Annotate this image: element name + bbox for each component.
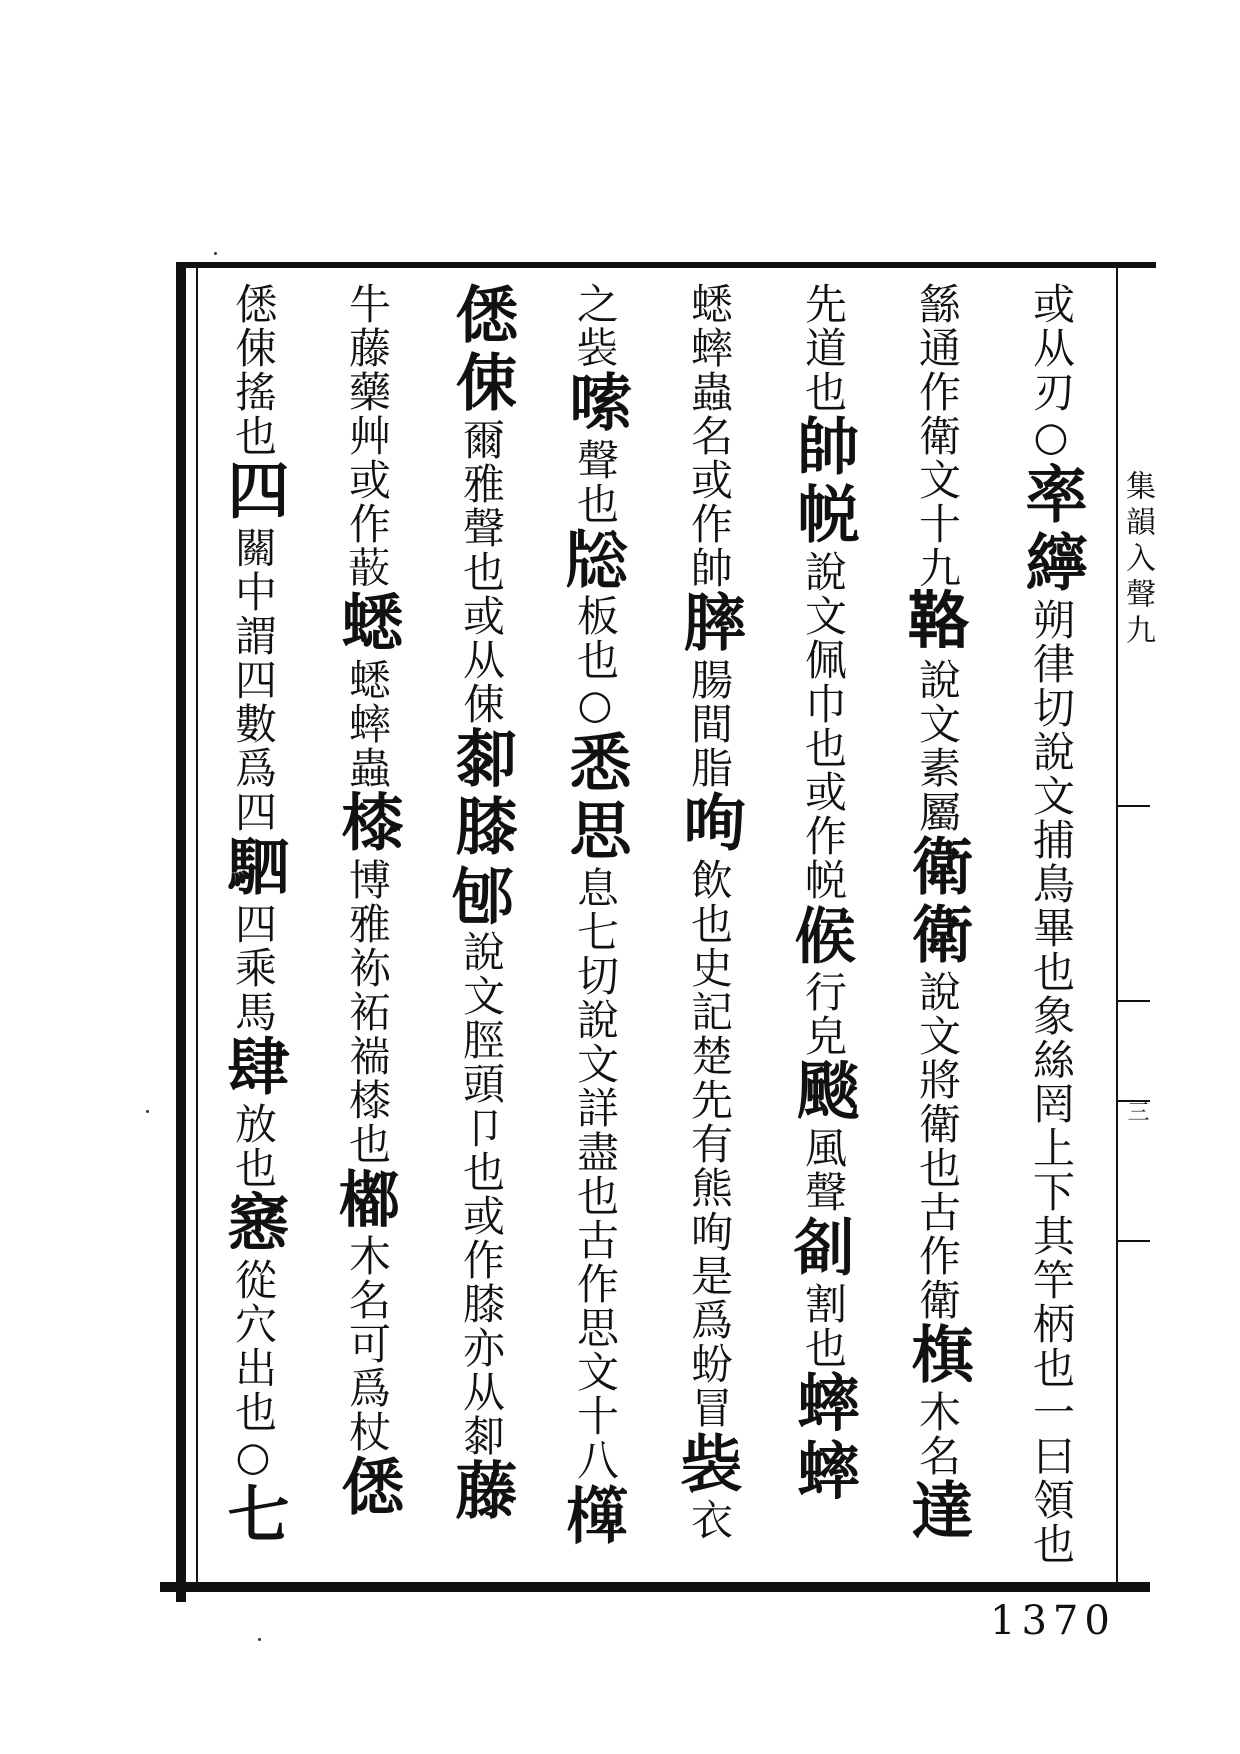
headword: 𠝘	[787, 1214, 860, 1282]
headword: 膟	[673, 590, 746, 658]
headword: 肆	[217, 1034, 290, 1102]
gloss-text: 說文佩巾也或作帨	[799, 550, 848, 902]
text-column	[330, 282, 404, 1578]
headword: 颷	[787, 1058, 860, 1126]
gloss-text: 從穴出也	[229, 1258, 278, 1434]
headword: 僁㑛	[445, 282, 518, 418]
gloss-text: 或从刃	[1027, 282, 1076, 414]
margin-tick	[1116, 1000, 1150, 1002]
headword: 帥帨	[787, 414, 860, 550]
text-column	[786, 282, 860, 1578]
gloss-text: 風聲	[799, 1126, 848, 1214]
headword: 藤	[445, 1458, 518, 1526]
gloss-text: 牛藤藥艸或作𦺻	[343, 282, 392, 590]
gloss-text: 之𧙁	[571, 282, 620, 370]
headword: 𣛭	[331, 1166, 404, 1234]
gloss-text: 朔律切說文捕鳥畢也象絲罔上下其竿柄也一曰領也	[1027, 598, 1076, 1566]
gloss-text: 說文將衛也古作衛	[913, 970, 962, 1322]
scan-speck	[214, 252, 217, 255]
headword: 㯃	[331, 790, 404, 858]
headword: 蟋	[331, 590, 404, 658]
text-column	[672, 282, 746, 1578]
gloss-text: 四乘馬	[229, 902, 278, 1034]
frame-left-border	[176, 262, 186, 1602]
headword: 悉思	[559, 730, 632, 866]
headword: 駟	[217, 834, 290, 902]
gloss-text: 木名	[913, 1390, 962, 1478]
frame-bottom-border	[160, 1582, 1150, 1592]
page-number: 1370	[990, 1598, 1116, 1644]
text-column	[558, 282, 632, 1578]
rhyme-group-marker: ○	[230, 1434, 276, 1482]
rhyme-group-marker: ○	[572, 682, 618, 730]
headword: 嗦	[559, 370, 632, 438]
gloss-text: 博雅袮袥褍㯃也	[343, 858, 392, 1166]
margin-tick	[1116, 1240, 1150, 1242]
frame-inner-left-rule	[196, 268, 198, 1583]
gloss-text: 行皃	[799, 970, 848, 1058]
scan-speck	[258, 1638, 261, 1641]
gloss-text: 僁㑛搖也	[229, 282, 278, 458]
gloss-text: 息七切說文詳盡也古作思文十八	[571, 866, 620, 1482]
frame-top-border	[176, 262, 1156, 268]
gloss-text: 關中謂四數爲四	[229, 526, 278, 834]
rhyme-group-marker: ○	[1028, 414, 1074, 462]
gloss-text: 放也	[229, 1102, 278, 1190]
headword: 窸	[217, 1190, 290, 1258]
gloss-text: 說文脛頭卩也或作膝亦从厀	[457, 930, 506, 1458]
headword: 𣝁	[559, 1482, 632, 1550]
text-column	[444, 282, 518, 1578]
headword: 僁	[331, 1454, 404, 1522]
gloss-text: 說文素屬	[913, 658, 962, 834]
headword: 𣗍	[901, 1322, 974, 1390]
margin-title: 集韻入聲九	[1120, 470, 1155, 650]
headword: 𩊚	[901, 590, 974, 658]
frame-inner-right-rule	[1116, 268, 1118, 1583]
headword: 蟀蟀	[787, 1370, 860, 1506]
headword: 𤗉	[559, 526, 632, 594]
gloss-text: 爾雅聲也或从㑛	[457, 418, 506, 726]
gloss-text: 衣	[685, 1498, 734, 1542]
headword: 咰	[673, 790, 746, 858]
margin-fold-number: 三	[1124, 1100, 1149, 1122]
gloss-text: 聲也	[571, 438, 620, 526]
gloss-text: 先道也	[799, 282, 848, 414]
text-column	[1014, 282, 1088, 1578]
headword: 厀膝𨚔	[445, 726, 518, 930]
text-column	[900, 282, 974, 1578]
headword: 達	[901, 1478, 974, 1546]
headword: 衛衛	[901, 834, 974, 970]
headword: 𠋫	[787, 902, 860, 970]
gloss-text: 木名可爲杖	[343, 1234, 392, 1454]
headword: 率𦆭	[1015, 462, 1088, 598]
scan-speck	[146, 1110, 149, 1113]
gloss-text: 腸間脂	[685, 658, 734, 790]
text-column	[216, 282, 290, 1578]
headword: 七	[217, 1482, 290, 1550]
gloss-text: 蟋蟀蟲名或作帥	[685, 282, 734, 590]
gloss-text: 飲也史記楚先有熊咰是爲蚡冒	[685, 858, 734, 1430]
gloss-text: 䌛通作衛文十九	[913, 282, 962, 590]
headword: 四	[217, 458, 290, 526]
gloss-text: 蟋蟀蟲	[343, 658, 392, 790]
gloss-text: 板也	[571, 594, 620, 682]
gloss-text: 割也	[799, 1282, 848, 1370]
headword: 𧙁	[673, 1430, 746, 1498]
